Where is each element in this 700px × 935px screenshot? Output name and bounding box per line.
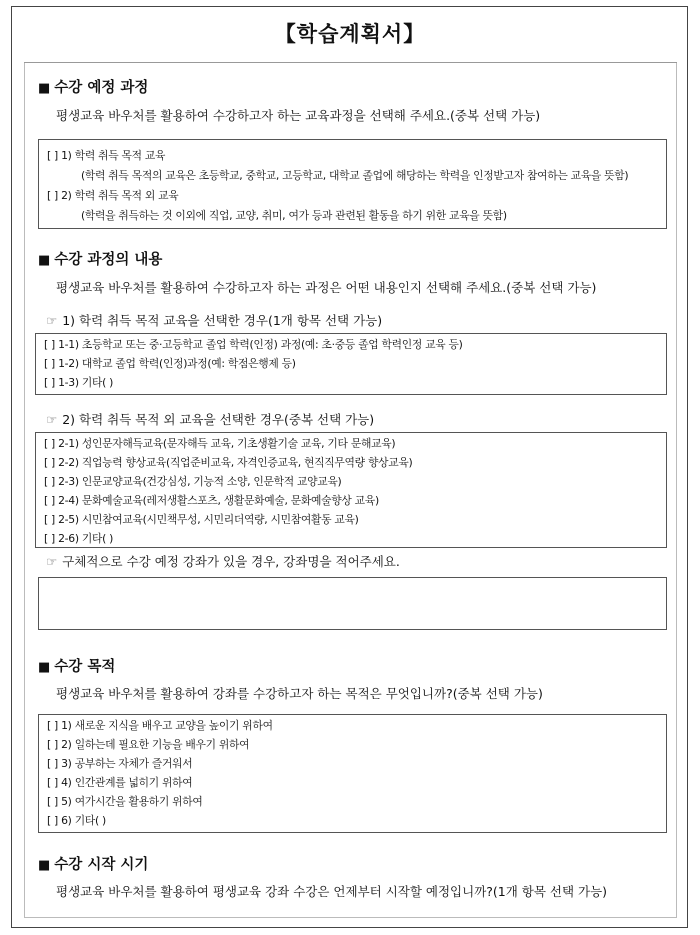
section2-description: 평생교육 바우처를 활용하여 수강하고자 하는 과정은 어떤 내용인지 선택해 주세요.(중복 선택 가능) [56,280,597,295]
option-non-degree-note: (학력을 취득하는 것 이외에 직업, 교양, 취미, 여가 등과 관련된 활동을 하기 위한 교육을 뜻함) [81,209,507,222]
inner-border-bottom [24,917,677,918]
square-bullet-icon: ■ [38,81,51,96]
section3-heading-text: 수강 목적 [54,659,116,675]
option-2-1[interactable]: [ ] 2-1) 성인문자해득교육(문자해득 교육, 기초생활기술 교육, 기타 문해교육) [44,437,396,450]
inner-border-right [676,62,677,917]
section2-heading-text: 수강 과정의 내용 [54,252,163,268]
purpose-option-2[interactable]: [ ] 2) 일하는데 필요한 기능을 배우기 위하여 [47,738,250,751]
sub3-text: 구체적으로 수강 예정 강좌가 있을 경우, 강좌명을 적어주세요. [62,554,400,569]
pointing-hand-icon: ☞ [46,554,58,569]
sub1-text: 1) 학력 취득 목적 교육을 선택한 경우(1개 항목 선택 가능) [62,313,383,328]
section4-description: 평생교육 바우처를 활용하여 평생교육 강좌 수강은 언제부터 시작할 예정입니까?(1개 항목 선택 가능) [56,884,608,899]
purpose-items-box [38,714,667,833]
course-name-input[interactable] [38,577,667,630]
course-options-box [38,139,667,229]
degree-items-box [35,333,667,395]
square-bullet-icon: ■ [38,660,51,675]
option-2-3[interactable]: [ ] 2-3) 인문교양교육(건강심성, 기능적 소양, 인문학적 교양교육) [44,475,342,488]
section1-heading-text: 수강 예정 과정 [54,80,149,96]
option-degree-course[interactable]: [ ] 1) 학력 취득 목적 교육 [47,149,166,162]
pointing-hand-icon: ☞ [46,412,58,427]
title-divider [24,62,677,63]
option-1-3[interactable]: [ ] 1-3) 기타( ) [44,376,114,389]
sub-question-non-degree [46,410,374,428]
inner-border-left [24,62,25,917]
option-1-2[interactable]: [ ] 1-2) 대학교 졸업 학력(인정)과정(예: 학점은행제 등) [44,357,296,370]
square-bullet-icon: ■ [38,253,51,268]
sub-question-course-name [46,552,400,570]
section-heading-purpose [38,655,115,676]
option-2-6[interactable]: [ ] 2-6) 기타( ) [44,532,114,545]
option-2-4[interactable]: [ ] 2-4) 문화예술교육(레저생활스포츠, 생활문화예술, 문화예술향상 교육) [44,494,379,507]
section-heading-content [38,248,162,269]
page-title: 【학습계획서】 [274,22,426,46]
option-1-1[interactable]: [ ] 1-1) 초등학교 또는 중·고등학교 졸업 학력(인정) 과정(예: 초·중등 졸업 학력인정 교육 등) [44,338,463,351]
sub-question-degree [46,311,382,329]
purpose-option-3[interactable]: [ ] 3) 공부하는 자체가 즐거워서 [47,757,193,770]
sub2-text: 2) 학력 취득 목적 외 교육을 선택한 경우(중복 선택 가능) [62,412,375,427]
section3-description: 평생교육 바우처를 활용하여 강좌를 수강하고자 하는 목적은 무엇입니까?(중복 선택 가능) [56,686,543,701]
option-2-5[interactable]: [ ] 2-5) 시민참여교육(시민책무성, 시민리더역량, 시민참여활동 교육) [44,513,359,526]
pointing-hand-icon: ☞ [46,313,58,328]
section4-heading-text: 수강 시작 시기 [54,857,149,873]
non-degree-items-box [35,432,667,548]
section1-description: 평생교육 바우처를 활용하여 수강하고자 하는 교육과정을 선택해 주세요.(중복 선택 가능) [56,108,541,123]
option-non-degree-course[interactable]: [ ] 2) 학력 취득 목적 외 교육 [47,189,179,202]
option-degree-note: (학력 취득 목적의 교육은 초등학교, 중학교, 고등학교, 대학교 졸업에 해당하는 학력을 인정받고자 참여하는 교육을 뜻함) [81,169,629,182]
purpose-option-5[interactable]: [ ] 5) 여가시간을 활용하기 위하여 [47,795,203,808]
option-2-2[interactable]: [ ] 2-2) 직업능력 향상교육(직업준비교육, 자격인증교육, 현직직무역량 향상교육) [44,456,413,469]
section-heading-course [38,76,148,97]
purpose-option-1[interactable]: [ ] 1) 새로운 지식을 배우고 교양을 높이기 위하여 [47,719,273,732]
square-bullet-icon: ■ [38,858,51,873]
purpose-option-4[interactable]: [ ] 4) 인간관계를 넓히기 위하여 [47,776,193,789]
purpose-option-6[interactable]: [ ] 6) 기타( ) [47,814,106,827]
section-heading-start-time [38,853,148,874]
